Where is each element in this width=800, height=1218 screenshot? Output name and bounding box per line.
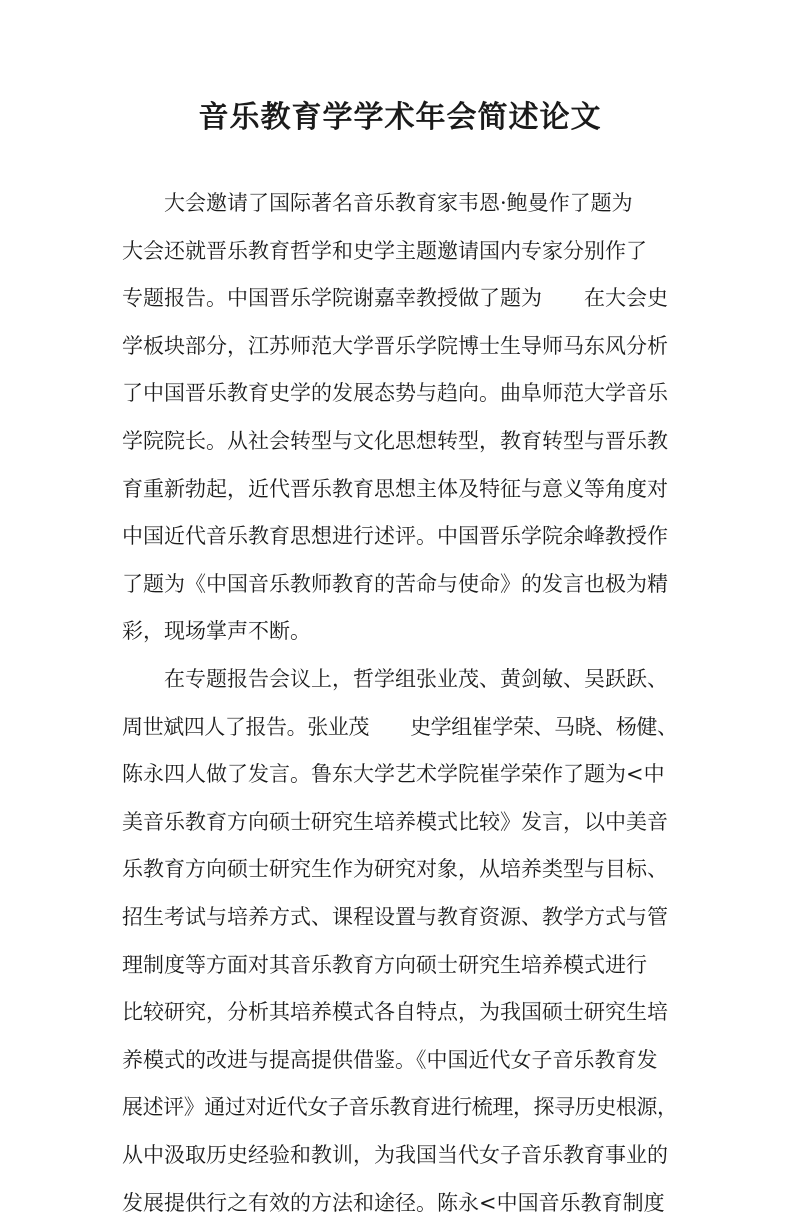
body-line: 美音乐教育方向硕士研究生培养模式比较》发言，以中美音 [122,809,668,834]
body-line: 专题报告。中国晋乐学院谢嘉幸教授做了题为 在大会史 [122,286,668,311]
body-line: 养模式的改进与提高提供借鉴。《中国近代女子音乐教育发 [122,1047,658,1072]
body-line: 理制度等方面对其音乐教育方向硕士研究生培养模式进行 [122,952,647,977]
body-line: 乐教育方向硕士研究生作为研究对象，从培养类型与目标、 [122,857,668,882]
body-line: 发展提供行之有效的方法和途径。陈永<中国音乐教育制度 [122,1190,665,1215]
body-line: 大会还就晋乐教育哲学和史学主题邀请国内专家分别作了 [122,238,647,263]
body-line: 周世斌四人了报告。张业茂 史学组崔学荣、马晓、杨健、 [122,714,678,739]
body-line: 学板块部分，江苏师范大学晋乐学院博士生导师马东风分析 [122,333,668,358]
body-line: 了题为《中国音乐教师教育的苦命与使命》的发言也极为精 [122,571,668,596]
body-line: 展述评》通过对近代女子音乐教育进行梳理，探寻历史根源， [122,1095,678,1120]
body-line: 育重新勃起，近代晋乐教育思想主体及特征与意义等角度对 [122,476,668,501]
body-line: 彩，现场掌声不断。 [122,619,311,644]
body-line: 了中国晋乐教育史学的发展态势与趋向。曲阜师范大学音乐 [122,381,668,406]
body-line: 从中汲取历史经验和教训，为我国当代女子音乐教育事业的 [122,1143,668,1167]
body-line: 中国近代音乐教育思想进行述评。中国晋乐学院余峰教授作 [122,524,668,549]
page-title: 音乐教育学学术年会简述论文 [198,100,602,135]
body-line: 大会邀请了国际著名音乐教育家韦恩·鲍曼作了题为 [122,191,633,215]
body-line: 在专题报告会议上，哲学组张业茂、黄剑敏、吴跃跃、 [122,667,668,691]
body-line: 陈永四人做了发言。鲁东大学艺术学院崔学荣作了题为<中 [122,762,665,787]
body-line: 比较研究，分析其培养模式各自特点，为我国硕士研究生培 [122,1000,668,1025]
body-line: 学院院长。从社会转型与文化思想转型，教育转型与晋乐教 [122,429,668,453]
body-line: 招生考试与培养方式、课程设置与教育资源、教学方式与管 [122,905,668,929]
